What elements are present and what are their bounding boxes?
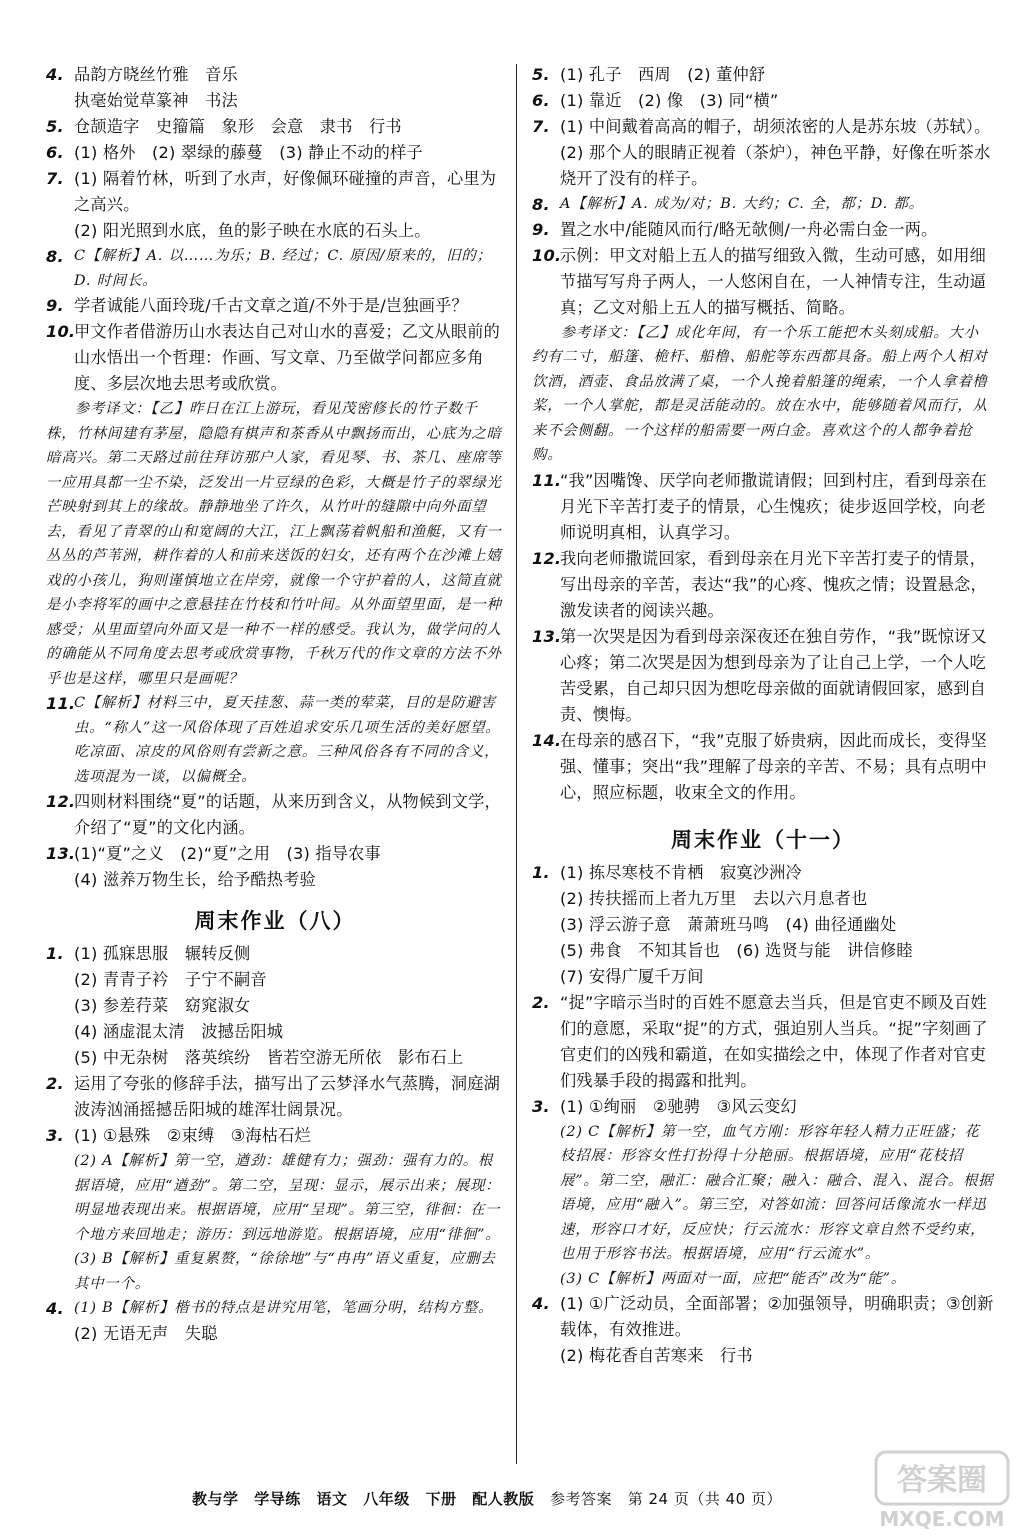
- answer-line: (5) 中无杂树 落英缤纷 皆若空游无所依 影布石上: [74, 1048, 464, 1067]
- answer-line: (1) 格外 (2) 翠绿的藤蔓 (3) 静止不动的样子: [74, 143, 423, 162]
- answer-item: [532, 546, 994, 624]
- answer-item: [46, 1123, 504, 1149]
- answer-line: “我”因嘴馋、厌学向老师撒谎请假；回到村庄，看到母亲在月光下辛苦打麦子的情景，心生愧疚；徒步返回学校，向老师说明真相，认真学习。: [560, 470, 987, 542]
- answer-item: [46, 941, 504, 1071]
- answer-item: [532, 1291, 994, 1369]
- answer-item: [532, 192, 994, 217]
- left-answers-part-c: [46, 941, 504, 1149]
- answer-3-continued-right: [532, 1120, 994, 1292]
- right-answers-part-b: [532, 468, 994, 806]
- answer-item: [532, 62, 994, 88]
- answer-number: 2.: [46, 1074, 64, 1093]
- answer-item: [46, 789, 504, 841]
- answer-number: 1.: [46, 944, 64, 963]
- answer-explanation: C【解析】材料三中，夏天挂葱、蒜一类的荤菜，目的是防避害虫。“称人”这一风俗体现了百姓追求安乐几项生活的美好愿望。吃凉面、凉皮的风俗则有尝新之意。三种风俗各有不同的含义，选项混为一谈，以偏概全。: [74, 695, 501, 785]
- answer-line: (3) 浮云游子意 萧萧班马鸣 (4) 曲径通幽处: [560, 914, 897, 934]
- answer-line: (4) 涵虚混太清 波撼岳阳城: [74, 1022, 284, 1041]
- answer-line: 在母亲的感召下，“我”克服了娇贵病，因此而成长，变得坚强、懂事；突出“我”理解了母亲的辛苦、不易；具有点明中心，照应标题，收束全文的作用。: [560, 730, 987, 802]
- footer-volume: 下册: [425, 1490, 457, 1508]
- answer-line: 甲文作者借游历山水表达自己对山水的喜爱；乙文从眼前的山水悟出一个哲理：作画、写文章、乃至做学问都应多角度、多层次地去思考或欣赏。: [74, 322, 501, 393]
- page-footer: [192, 1488, 842, 1509]
- answer-number: 13.: [532, 626, 562, 646]
- answer-line: (1) 靠近 (2) 像 (3) 同“横”: [560, 91, 779, 110]
- answer-number: 12.: [532, 548, 562, 568]
- answer-line: (7) 安得广厦千万间: [560, 966, 704, 986]
- answer-line: 学者诚能八面玲珑/千古文章之道/不外于是/岂独画乎？: [74, 296, 468, 315]
- answer-line: (5) 弗食 不知其旨也 (6) 选贤与能 讲信修睦: [560, 940, 913, 960]
- answer-number: 7.: [46, 169, 64, 188]
- answer-item: [46, 293, 504, 319]
- answer-number: 7.: [532, 117, 550, 136]
- right-answers-part-c: [532, 860, 994, 1120]
- answer-item: [46, 62, 504, 114]
- footer-series: 学导练: [254, 1490, 301, 1508]
- answer-number: 4.: [532, 1294, 550, 1313]
- answer-number: 13.: [46, 844, 76, 863]
- answer-item: [46, 319, 504, 397]
- answer-line: (4) 滋养万物生长，给予酷热考验: [74, 870, 316, 889]
- answer-number: 11.: [532, 470, 562, 490]
- watermark-logo: [872, 1448, 1012, 1532]
- answer-item: [46, 244, 504, 293]
- answer-item: [532, 728, 994, 806]
- answer-number: 12.: [46, 792, 76, 811]
- answer-number: 1.: [532, 862, 550, 882]
- answer-line: 执毫始觉草篆神 书法: [74, 91, 238, 110]
- answer-line: (1) 隔着竹林，听到了水声，好像佩环碰撞的声音，心里为之高兴。: [74, 169, 497, 214]
- translation-note-1: 参考译文：【乙】昨日在江上游玩，看见茂密修长的竹子数千株，竹林间建有茅屋，隐隐有棋声和茶香从中飘扬而出，心底为之暗暗高兴。第二天路过前往拜访那户人家，看见琴、书、茶几、座席等一应用具都一尘不染，泛发出一片豆绿的色彩，大概是竹子的翠绿光芒映射到其上的缘故。静静地坐了许久，从竹叶的缝隙中向外面望去，看见了青翠的山和宽阔的大江，江上飘荡着帆船和渔艇，又有一丛丛的芦苇洲，耕作着的人和前来送饭的妇女，还有两个在沙滩上嬉戏的小孩儿，狗则谨慎地立在岸旁，就像一个守护着的人，这简直就是小李将军的画中之意悬挂在竹枝和竹叶间。从外面望里面，是一种感受；从里面望向外面又是一种不一样的感受。我认为，做学问的人的确能从不同角度去思考或欣赏事物，千秋万代的作文章的方法不外乎也是这样，哪里只是画呢？: [46, 401, 502, 687]
- answer-3-2: (2) A【解析】第一空，遒劲：雄健有力；强劲：强有力的。根据语境，应用“遒劲”。第二空，呈现：显示，展示出来；展现：明显地表现出来。根据语境，应用“呈现”。第三空，徘徊：在一个地方来回地走；游历：到远地游览。根据语境，应用“徘徊”。: [74, 1153, 501, 1243]
- answer-line: (2) 抟扶摇而上者九万里 去以六月息者也: [560, 888, 868, 908]
- answer-explanation: C【解析】A. 以……为乐；B. 经过；C. 原因/原来的，旧的；D. 时间长。: [74, 248, 492, 289]
- answer-line: 我向老师撒谎回家，看到母亲在月光下辛苦打麦子的情景，写出母亲的辛苦，表达“我”的心疼、愧疚之情；设置悬念，激发读者的阅读兴趣。: [560, 548, 987, 620]
- answer-number: 8.: [532, 195, 550, 214]
- answer-line: 四则材料围绕“夏”的话题，从来历到含义，从物候到文学，介绍了“夏”的文化内涵。: [74, 792, 501, 837]
- answer-line: (2) 青青子衿 子宁不嗣音: [74, 970, 267, 989]
- footer-subject: 语文: [316, 1490, 348, 1508]
- answer-item: [46, 1071, 504, 1123]
- answer-item: [46, 691, 504, 789]
- answer-number: 5.: [532, 65, 550, 84]
- left-answers-part-b: [46, 691, 504, 893]
- answer-line: (1) 拣尽寒枝不肯栖 寂寞沙洲冷: [560, 862, 802, 882]
- answer-number: 4.: [46, 65, 64, 84]
- left-answers-part-a: [46, 62, 504, 397]
- answer-item: [46, 166, 504, 244]
- answer-item: [532, 990, 994, 1094]
- answer-line: (2) 阳光照到水底，鱼的影子映在水底的石头上。: [74, 221, 431, 240]
- answer-number: 5.: [46, 117, 64, 136]
- answer-4-2: (2) 无语无声 失聪: [74, 1323, 218, 1343]
- answer-line: (1) ①悬殊 ②束缚 ③海枯石烂: [74, 1126, 311, 1145]
- answer-item: [532, 624, 994, 728]
- answer-line: (2) 那个人的眼睛正视着（茶炉），神色平静，好像在听茶水烧开了没有的样子。: [560, 143, 991, 188]
- answer-line: (1) 中间戴着高高的帽子，胡须浓密的人是苏东坡（苏轼）。: [560, 117, 991, 136]
- answer-item: [532, 860, 994, 990]
- answer-line: (1) 孤寐思服 辗转反侧: [74, 944, 251, 963]
- answer-line: (1) ①广泛动员，全面部署；②加强领导，明确职责；③创新载体，有效推进。: [560, 1294, 994, 1339]
- right-answers-part-d: [532, 1291, 994, 1369]
- answer-explanation: A【解析】A. 成为/对；B. 大约；C. 全，都；D. 都。: [560, 196, 924, 212]
- answer-number: 8.: [46, 247, 64, 266]
- left-column: [46, 62, 504, 1347]
- right-answers-part-a: [532, 62, 994, 321]
- answer-line: 示例：甲文对船上五人的描写细致入微，生动可感，如用细节描写写舟子两人，一人悠闲自在，一人神情专注，生动逼真；乙文对船上五人的描写概括、简略。: [560, 245, 987, 317]
- answer-item: [46, 140, 504, 166]
- translation-note-2: 参考译文：【乙】成化年间，有一个乐工能把木头刻成船。大小约有二寸，船篷、桅杆、船橹、船舵等东西都具备。船上两个人相对饮酒，酒壶、食品放满了桌，一个人挽着船篷的绳索，一个人拿着橹桨，一个人掌舵，都是灵活能动的。放在水中，能够随着风而行，从来不会侧翻。一个这样的船需要一两白金。喜欢这个的人都争着抢购。: [532, 324, 988, 463]
- answer-item: [532, 114, 994, 192]
- column-divider: [516, 64, 517, 1464]
- watermark-text-2: MXQE.COM: [879, 1507, 1005, 1531]
- answer-4-1: (1) B【解析】楷书的特点是讲究用笔，笔画分明，结构方整。: [74, 1300, 494, 1316]
- answer-line: 运用了夸张的修辞手法，描写出了云梦泽水气蒸腾，洞庭湖波涛汹涌摇撼岳阳城的雄浑壮阔景况。: [74, 1074, 501, 1119]
- answer-item: [532, 468, 994, 546]
- answer-3-3-right: (3) C【解析】两面对一面，应把“能否”改为“能”。: [560, 1270, 907, 1287]
- answer-line: (1)“夏”之义 (2)“夏”之用 (3) 指导农事: [74, 844, 381, 863]
- answer-number: 3.: [46, 1126, 64, 1145]
- answer-line: 仓颉造字 史籀篇 象形 会意 隶书 行书: [74, 117, 402, 136]
- footer-edition: 配人教版: [472, 1490, 535, 1508]
- answer-number: 2.: [532, 992, 550, 1012]
- answer-number: 9.: [532, 219, 550, 239]
- answer-item: [532, 88, 994, 114]
- answer-number: 14.: [532, 730, 562, 750]
- answer-item: [46, 114, 504, 140]
- footer-grade: 八年级: [363, 1490, 410, 1508]
- answer-number: 3.: [532, 1096, 550, 1116]
- answer-number: 9.: [46, 296, 64, 315]
- section-title-week11: 周末作业（十一）: [671, 827, 855, 852]
- answer-line: 置之水中/能随风而行/略无欹侧/一舟必需白金一两。: [560, 219, 938, 239]
- answer-number: 6.: [46, 143, 64, 162]
- answer-line: “捉”字暗示当时的百姓不愿意去当兵，但是官吏不顾及百姓们的意愿，采取“捉”的方式，强迫别人当兵。“捉”字刻画了官吏们的凶残和霸道，在如实描绘之中，体现了作者对官吏们残暴手段的揭露和批判。: [560, 992, 988, 1090]
- answer-number: 10.: [46, 322, 76, 341]
- answer-4-left: [46, 1296, 504, 1347]
- answer-3-2-right: (2) C【解析】第一空，血气方刚：形容年轻人精力正旺盛；花枝招展：形容女性打扮得十分艳丽。根据语境，应用“花枝招展”。第二空，融汇：融合汇聚；融入：融合、混入、混合。根据语境，应用“融入”。第三空，对答如流：回答问话像流水一样迅速，形容口才好，反应快；行云流水：形容文章自然不受约束，也用于形容书法。根据语境，应用“行云流水”。: [560, 1123, 994, 1262]
- answer-number: 4.: [46, 1299, 64, 1318]
- footer-page-number: 第 24 页（共 40 页）: [627, 1490, 782, 1508]
- answer-item: [532, 1094, 994, 1120]
- watermark-text-1: 答案圈: [897, 1463, 987, 1498]
- answer-line: (3) 参差荇菜 窈窕淑女: [74, 996, 251, 1015]
- section-title-week8: 周末作业（八）: [194, 909, 356, 933]
- footer-answers: 参考答案: [550, 1490, 613, 1508]
- answer-line: (2) 梅花香自苦寒来 行书: [560, 1346, 753, 1365]
- answer-line: (1) ①绚丽 ②驰骋 ③风云变幻: [560, 1096, 797, 1116]
- answer-item: [532, 243, 994, 321]
- answer-3-continued: [46, 1149, 504, 1296]
- answer-number: 6.: [532, 91, 550, 110]
- answer-line: (1) 孔子 西周 (2) 董仲舒: [560, 65, 766, 84]
- answer-line: 第一次哭是因为看到母亲深夜还在独自劳作，“我”既惊讶又心疼；第二次哭是因为想到母亲为了让自己上学，一个人吃苦受累，自己却只因为想吃母亲做的面就请假回家，感到自责、懊悔。: [560, 626, 987, 724]
- answer-number: 11.: [46, 694, 76, 713]
- answer-line: 品韵方晓丝竹雅 音乐: [74, 65, 238, 84]
- right-column: [532, 62, 994, 1369]
- answer-number: 10.: [532, 245, 562, 265]
- answer-item: [532, 217, 994, 243]
- answer-item: [46, 841, 504, 893]
- footer-book: 教与学: [192, 1490, 239, 1508]
- answer-3-3: (3) B【解析】重复累赘，“徐徐地”与“冉冉”语义重复，应删去其中一个。: [74, 1251, 496, 1292]
